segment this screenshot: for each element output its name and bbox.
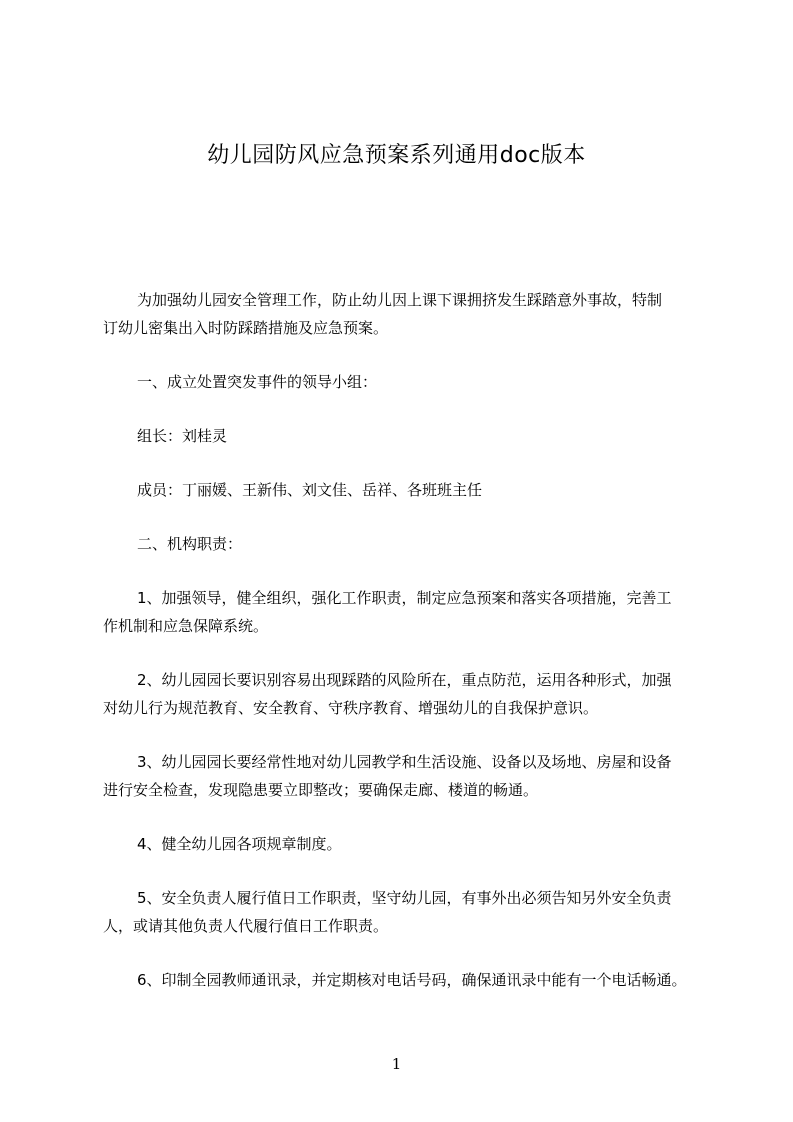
intro-paragraph [103,286,713,342]
leader-line: 组长：刘桂灵 [137,427,228,445]
duty-item-5 [103,884,713,940]
document-body [103,286,713,994]
duty-item-4: 4、健全幼儿园各项规章制度。 [137,835,342,853]
section-1-heading: 一、成立处置突发事件的领导小组： [137,373,378,391]
document-title: 幼儿园防风应急预案系列通用doc版本 [207,143,586,168]
duty-item-1-line-2: 作机制和应急保障系统。 [103,617,269,635]
duty-item-3-line-2: 进行安全检查，发现隐患要立即整改；要确保走廊、楼道的畅通。 [103,781,539,799]
section-2-heading: 二、机构职责： [137,535,243,553]
duty-item-1 [103,584,713,640]
page-number: 1 [391,1055,402,1073]
duty-item-5-line-1: 5、安全负责人履行值日工作职责，坚守幼儿园，有事外出必须告知另外安全负责 [137,889,672,907]
duty-item-1-line-1: 1、加强领导，健全组织，强化工作职责，制定应急预案和落实各项措施，完善工 [137,589,672,607]
intro-line-2: 订幼儿密集出入时防踩踏措施及应急预案。 [103,319,389,337]
duty-item-6 [103,966,713,994]
duty-item-3 [103,748,713,804]
duty-item-6-line-1: 6、印制全园教师通讯录，并定期核对电话号码，确保通讯录中能有一个电话畅通。 [137,971,687,989]
duty-item-2-line-2: 对幼儿行为规范教育、安全教育、守秩序教育、增强幼儿的自我保护意识。 [103,699,599,717]
duty-item-5-line-2: 人，或请其他负责人代履行值日工作职责。 [103,917,389,935]
intro-line-1: 为加强幼儿园安全管理工作，防止幼儿因上课下课拥挤发生踩踏意外事故，特制 [137,291,663,309]
duty-item-3-line-1: 3、幼儿园园长要经常性地对幼儿园教学和生活设施、设备以及场地、房屋和设备 [137,753,672,771]
duty-item-2-line-1: 2、幼儿园园长要识别容易出现踩踏的风险所在，重点防范，运用各种形式，加强 [137,671,672,689]
duty-item-2 [103,666,713,722]
members-line: 成员：丁丽媛、王新伟、刘文佳、岳祥、各班班主任 [137,481,483,499]
